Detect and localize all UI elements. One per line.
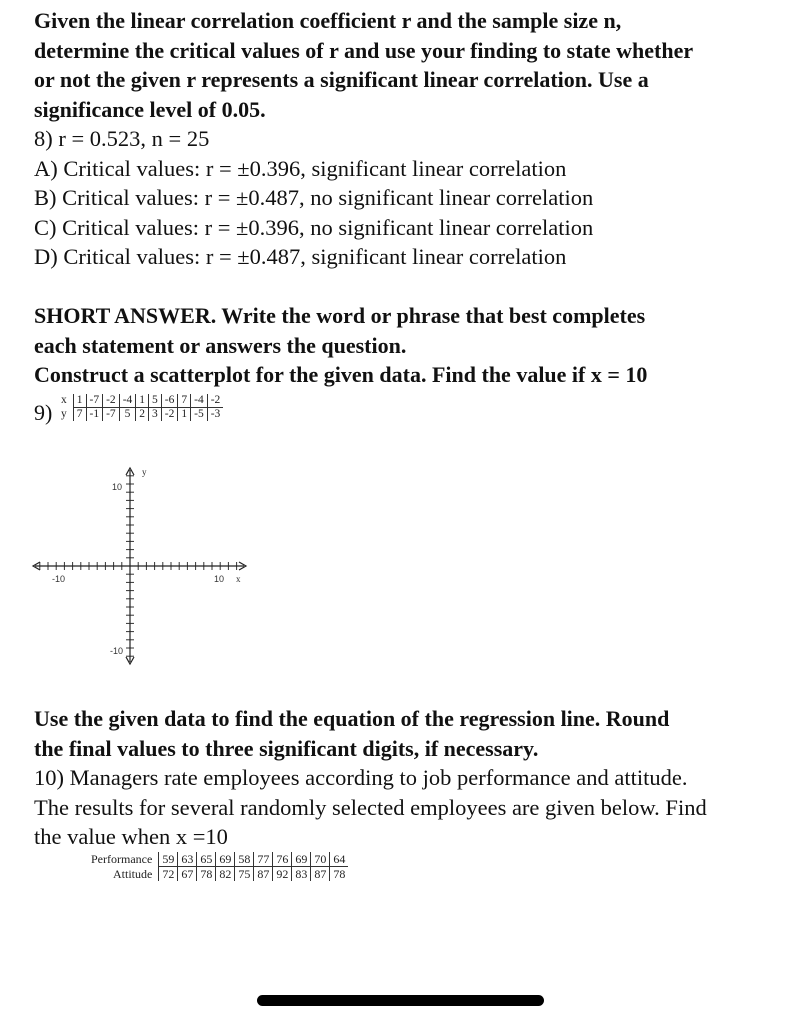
q8-option-d[interactable]: D) Critical values: r = ±0.487, significant linear correlation bbox=[34, 244, 567, 269]
q10-instruction-line: the final values to three significant digits, if necessary. bbox=[34, 735, 539, 761]
graph-x-axis-label: x bbox=[236, 574, 241, 584]
q10-attitude-label: Attitude bbox=[112, 866, 153, 881]
q9-x-cell: -6 bbox=[161, 394, 178, 408]
q10-performance-cell: 70 bbox=[311, 852, 330, 867]
q10-performance-cell: 65 bbox=[197, 852, 216, 867]
q9-x-cell: 7 bbox=[178, 394, 191, 408]
q10-question-line: the value when x =10 bbox=[34, 824, 228, 849]
q9-y-cell: 7 bbox=[73, 408, 86, 422]
q10-instruction-line: Use the given data to find the equation of the regression line. Round bbox=[34, 706, 670, 731]
q9-y-cell: 1 bbox=[178, 408, 191, 422]
q10-performance-label: Performance bbox=[91, 852, 153, 867]
q10-attitude-cell: 72 bbox=[159, 867, 178, 882]
q8-option-a[interactable]: A) Critical values: r = ±0.396, significant linear correlation bbox=[34, 155, 567, 181]
q10-data-table bbox=[88, 852, 348, 881]
q8-instruction-line: or not the given r represents a significant linear correlation. Use a bbox=[34, 67, 649, 92]
q8-option-b[interactable]: B) Critical values: r = ±0.487, no significant linear correlation bbox=[34, 185, 594, 210]
q10-attitude-cell: 78 bbox=[197, 867, 216, 882]
q8-instructions bbox=[34, 6, 794, 124]
q9-y-row bbox=[58, 408, 223, 422]
q9-coordinate-grid[interactable] bbox=[30, 462, 260, 672]
q10-performance-cell: 69 bbox=[292, 852, 311, 867]
q9-x-row bbox=[58, 394, 223, 408]
q10-question-line: 10) Managers rate employees according to job performance and attitude. bbox=[34, 765, 688, 790]
graph-y-max-label: 10 bbox=[112, 482, 123, 492]
q9-y-label: y bbox=[61, 407, 67, 420]
q9-instruction: Construct a scatterplot for the given data. Find the value if x = 10 bbox=[34, 362, 648, 387]
short-answer-heading-line: SHORT ANSWER. Write the word or phrase that best completes bbox=[34, 303, 646, 328]
q10-attitude-cell: 83 bbox=[292, 867, 311, 882]
short-answer-heading-line: each statement or answers the question. bbox=[34, 332, 407, 358]
q9-y-cell: 3 bbox=[149, 408, 162, 422]
q10-attitude-cell: 75 bbox=[235, 867, 254, 882]
q10-performance-cell: 76 bbox=[273, 852, 292, 867]
q10-performance-row bbox=[88, 852, 348, 867]
q8-instruction-line: determine the critical values of r and use your finding to state whether bbox=[34, 37, 694, 63]
q9-data-table bbox=[58, 394, 223, 421]
q9-x-cell: 5 bbox=[149, 394, 162, 408]
q10-attitude-cell: 82 bbox=[216, 867, 235, 882]
q9-y-cell: -7 bbox=[103, 408, 120, 422]
q10-attitude-cell: 67 bbox=[178, 867, 197, 882]
q8-question: 8) r = 0.523, n = 25 bbox=[34, 126, 210, 151]
q10-performance-cell: 69 bbox=[216, 852, 235, 867]
q10-performance-cell: 77 bbox=[254, 852, 273, 867]
q10-instructions bbox=[34, 704, 794, 763]
graph-y-min-label: -10 bbox=[110, 646, 124, 656]
q9-x-cell: -2 bbox=[207, 394, 223, 408]
q9-x-cell: 1 bbox=[136, 394, 149, 408]
q10-performance-cell: 63 bbox=[178, 852, 197, 867]
q10-attitude-row bbox=[88, 867, 348, 882]
q9-number: 9) bbox=[34, 400, 53, 425]
q10-performance-cell: 64 bbox=[330, 852, 349, 867]
q9-y-cell: -1 bbox=[86, 408, 103, 422]
q10-question-line: The results for several randomly selected employees are given below. Find bbox=[34, 794, 707, 820]
q9-x-cell: -7 bbox=[86, 394, 103, 408]
q8-instruction-line: Given the linear correlation coefficient r and the sample size n, bbox=[34, 8, 622, 33]
q9-y-cell: 5 bbox=[119, 408, 136, 422]
q10-performance-cell: 58 bbox=[235, 852, 254, 867]
q9-x-cell: -4 bbox=[119, 394, 136, 408]
q9-x-cell: -2 bbox=[103, 394, 120, 408]
q9-x-cell: -4 bbox=[191, 394, 208, 408]
q9-y-cell: -3 bbox=[207, 408, 223, 422]
q10-attitude-cell: 87 bbox=[254, 867, 273, 882]
graph-y-axis-label: y bbox=[142, 467, 147, 477]
short-answer-heading bbox=[34, 301, 794, 390]
q10-attitude-cell: 87 bbox=[311, 867, 330, 882]
graph-x-max-label: 10 bbox=[214, 574, 225, 584]
q10-question bbox=[34, 763, 794, 852]
q9-x-label: x bbox=[61, 394, 67, 407]
q9-y-cell: -2 bbox=[161, 408, 178, 422]
q9-x-cell: 1 bbox=[73, 394, 86, 408]
q8-instruction-line: significance level of 0.05. bbox=[34, 96, 266, 122]
q10-attitude-cell: 78 bbox=[330, 867, 349, 882]
q8-option-c[interactable]: C) Critical values: r = ±0.396, no significant linear correlation bbox=[34, 214, 594, 240]
q10-attitude-cell: 92 bbox=[273, 867, 292, 882]
graph-x-min-label: -10 bbox=[52, 574, 66, 584]
q10-performance-cell: 59 bbox=[159, 852, 178, 867]
q9-y-cell: 2 bbox=[136, 408, 149, 422]
home-indicator[interactable] bbox=[257, 995, 544, 1006]
q9-y-cell: -5 bbox=[191, 408, 208, 422]
q8-block bbox=[34, 124, 794, 272]
